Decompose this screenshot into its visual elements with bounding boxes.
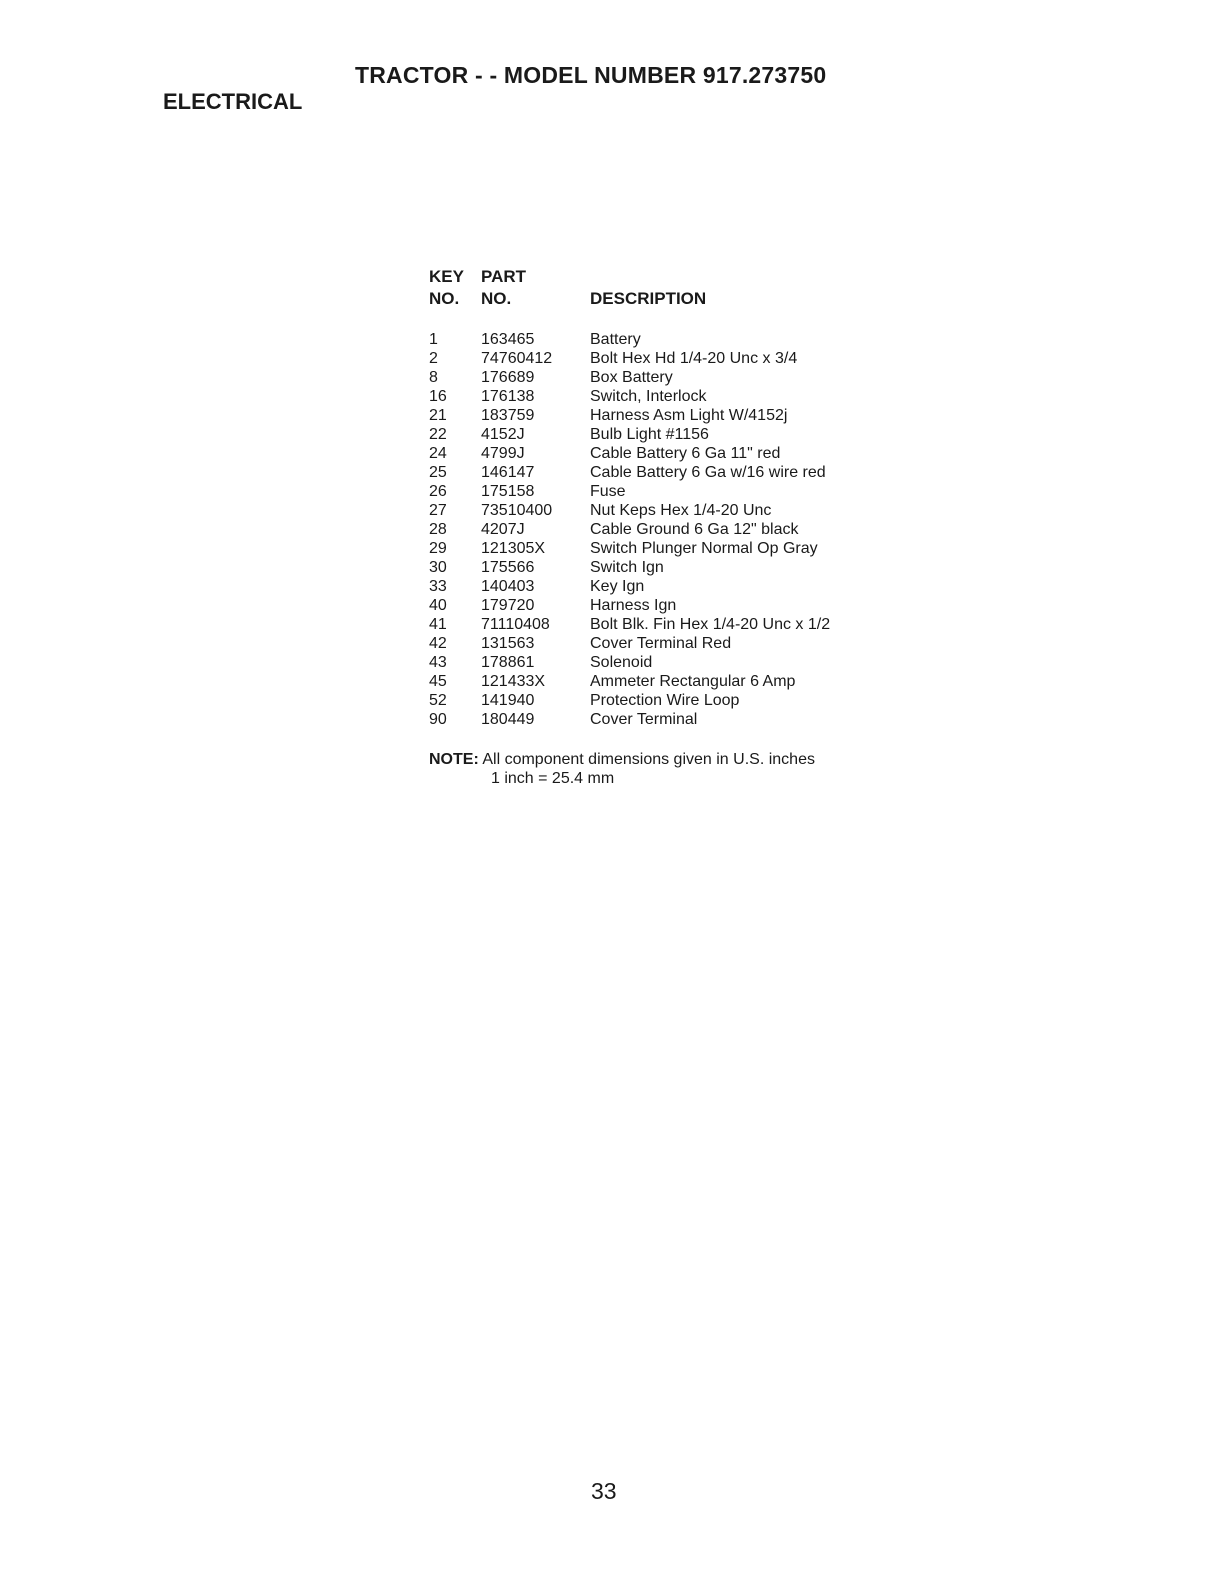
description-cell: Cover Terminal — [590, 711, 698, 728]
description-cell: Protection Wire Loop — [590, 692, 740, 709]
table-row — [429, 387, 899, 406]
part-no-cell: 183759 — [481, 407, 535, 424]
table-row — [429, 596, 899, 615]
part-no-cell: 73510400 — [481, 502, 553, 519]
section-heading: ELECTRICAL — [163, 89, 303, 114]
note-line1: All component dimensions given in U.S. inches — [482, 751, 815, 768]
description-cell: Cable Battery 6 Ga 11" red — [590, 445, 781, 462]
table-row — [429, 710, 899, 729]
description-cell: Cable Battery 6 Ga w/16 wire red — [590, 464, 826, 481]
part-no-cell: 141940 — [481, 692, 535, 709]
table-row — [429, 520, 899, 539]
table-row — [429, 444, 899, 463]
part-header-line2: NO. — [481, 289, 512, 308]
page-number: 33 — [591, 1478, 617, 1504]
description-cell: Harness Ign — [590, 597, 677, 614]
table-row — [429, 425, 899, 444]
description-cell: Harness Asm Light W/4152j — [590, 407, 788, 424]
part-header-line1: PART — [481, 267, 527, 286]
description-cell: Switch, Interlock — [590, 388, 707, 405]
description-cell: Battery — [590, 331, 641, 348]
parts-list — [429, 330, 899, 729]
part-no-cell: 163465 — [481, 331, 535, 348]
key-no-cell: 8 — [429, 369, 438, 386]
part-no-cell: 121433X — [481, 673, 546, 690]
description-cell: Fuse — [590, 483, 626, 500]
key-no-cell: 28 — [429, 521, 447, 538]
key-no-cell: 2 — [429, 350, 438, 367]
key-no-cell: 27 — [429, 502, 447, 519]
table-row — [429, 406, 899, 425]
key-no-cell: 21 — [429, 407, 447, 424]
part-no-cell: 176689 — [481, 369, 535, 386]
table-row — [429, 501, 899, 520]
description-cell: Switch Plunger Normal Op Gray — [590, 540, 818, 557]
table-row — [429, 691, 899, 710]
description-cell: Nut Keps Hex 1/4-20 Unc — [590, 502, 772, 519]
part-no-cell: 71110408 — [481, 616, 550, 633]
part-no-cell: 121305X — [481, 540, 546, 557]
description-cell: Solenoid — [590, 654, 653, 671]
description-cell: Ammeter Rectangular 6 Amp — [590, 673, 796, 690]
key-no-cell: 40 — [429, 597, 447, 614]
part-no-cell: 74760412 — [481, 350, 553, 367]
key-no-cell: 25 — [429, 464, 447, 481]
description-cell: Bolt Blk. Fin Hex 1/4-20 Unc x 1/2 — [590, 616, 831, 633]
key-no-cell: 52 — [429, 692, 447, 709]
part-no-cell: 178861 — [481, 654, 535, 671]
table-row — [429, 672, 899, 691]
key-no-cell: 26 — [429, 483, 447, 500]
part-no-cell: 175566 — [481, 559, 535, 576]
key-no-cell: 30 — [429, 559, 447, 576]
description-cell: Bolt Hex Hd 1/4-20 Unc x 3/4 — [590, 350, 798, 367]
part-no-cell: 131563 — [481, 635, 535, 652]
part-no-cell: 146147 — [481, 464, 535, 481]
table-row — [429, 463, 899, 482]
table-row — [429, 482, 899, 501]
part-no-cell: 179720 — [481, 597, 535, 614]
table-row — [429, 349, 899, 368]
note — [429, 750, 815, 769]
description-header: DESCRIPTION — [590, 289, 707, 308]
description-cell: Bulb Light #1156 — [590, 426, 709, 443]
description-cell: Cable Ground 6 Ga 12" black — [590, 521, 799, 538]
key-no-cell: 90 — [429, 711, 447, 728]
key-no-cell: 29 — [429, 540, 447, 557]
part-no-cell: 180449 — [481, 711, 535, 728]
key-no-cell: 41 — [429, 616, 447, 633]
part-no-header — [481, 266, 526, 310]
key-no-cell: 45 — [429, 673, 447, 690]
key-no-cell: 33 — [429, 578, 447, 595]
table-row — [429, 330, 899, 349]
note-line2: 1 inch = 25.4 mm — [491, 770, 615, 787]
description-cell: Box Battery — [590, 369, 673, 386]
key-header-line2: NO. — [429, 289, 460, 308]
key-no-cell: 43 — [429, 654, 447, 671]
key-no-cell: 24 — [429, 445, 447, 462]
table-row — [429, 615, 899, 634]
key-no-cell: 42 — [429, 635, 447, 652]
table-row — [429, 634, 899, 653]
key-no-cell: 16 — [429, 388, 447, 405]
key-no-cell: 1 — [429, 331, 438, 348]
table-row — [429, 558, 899, 577]
part-no-cell: 176138 — [481, 388, 535, 405]
document-title: TRACTOR - - MODEL NUMBER 917.273750 — [355, 62, 827, 88]
key-no-cell: 22 — [429, 426, 447, 443]
table-row — [429, 368, 899, 387]
table-row — [429, 577, 899, 596]
table-row — [429, 539, 899, 558]
part-no-cell: 175158 — [481, 483, 535, 500]
table-row — [429, 653, 899, 672]
part-no-cell: 140403 — [481, 578, 535, 595]
description-cell: Switch Ign — [590, 559, 664, 576]
key-no-header — [429, 266, 464, 310]
part-no-cell: 4152J — [481, 426, 525, 443]
description-cell: Key Ign — [590, 578, 645, 595]
part-no-cell: 4207J — [481, 521, 525, 538]
description-cell: Cover Terminal Red — [590, 635, 732, 652]
key-header-line1: KEY — [429, 267, 464, 286]
part-no-cell: 4799J — [481, 445, 525, 462]
note-label: NOTE: — [429, 751, 479, 768]
